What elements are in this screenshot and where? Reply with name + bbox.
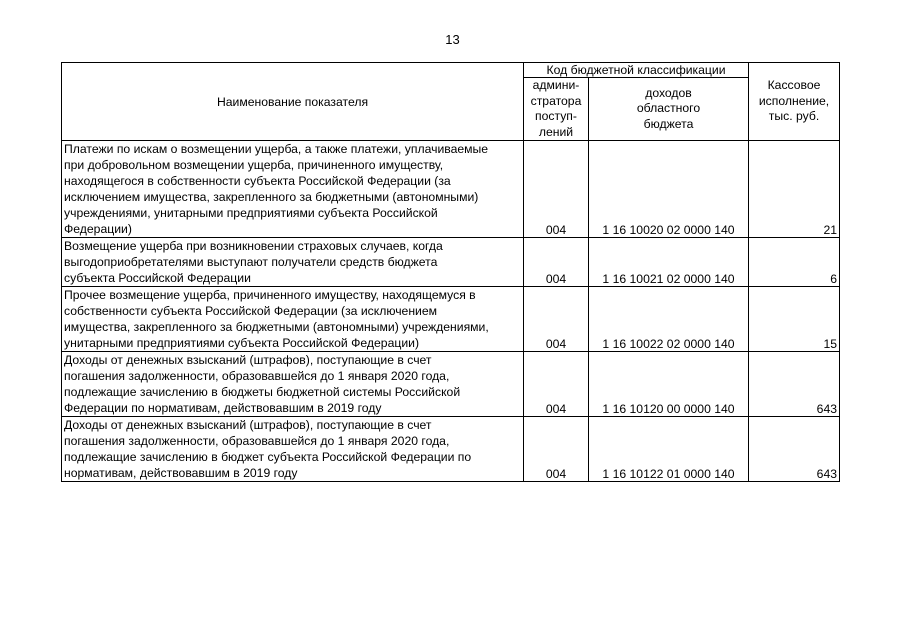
execution-amount: 643 (816, 402, 838, 416)
header-name: Наименование показателя (62, 63, 524, 141)
indicator-name (62, 287, 524, 352)
indicator-name (62, 141, 524, 238)
indicator-name (62, 238, 524, 287)
indicator-name-line: погашения задолженности, образовавшейся до 1 января 2020 года, (64, 369, 450, 383)
indicator-name-line: находящегося в собственности субъекта Российской Федерации (за (64, 174, 451, 188)
page-number: 13 (445, 32, 460, 47)
income-code: 1 16 10122 01 0000 140 (602, 467, 735, 481)
header-admin: админи- стратора поступ- лений (524, 78, 589, 141)
indicator-name-line: Доходы от денежных взысканий (штрафов), поступающие в счет (64, 418, 432, 432)
income-code: 1 16 10021 02 0000 140 (602, 272, 735, 286)
execution-amount: 21 (823, 223, 838, 237)
header-classification: Код бюджетной классификации (524, 63, 749, 78)
indicator-name-line: Доходы от денежных взысканий (штрафов), поступающие в счет (64, 353, 432, 367)
indicator-name-line: нормативам, действовавшим в 2019 году (64, 466, 298, 480)
indicator-name-line: погашения задолженности, образовавшейся до 1 января 2020 года, (64, 434, 450, 448)
indicator-name-line: учреждениями, унитарными предприятиями субъекта Российской (64, 206, 438, 220)
admin-code: 004 (545, 337, 567, 351)
table-row (62, 417, 840, 482)
indicator-name-line: имущества, закрепленного за бюджетными (автономными) учреждениями, (64, 320, 489, 334)
income-code: 1 16 10120 00 0000 140 (602, 402, 735, 416)
table-row (62, 238, 840, 287)
table-row (62, 287, 840, 352)
indicator-name (62, 352, 524, 417)
header-execution: Кассовое исполнение, тыс. руб. (749, 63, 840, 141)
indicator-name-line: субъекта Российской Федерации (64, 271, 251, 285)
header-income: доходов областного бюджета (589, 78, 749, 141)
admin-code: 004 (545, 223, 567, 237)
income-code: 1 16 10020 02 0000 140 (602, 223, 735, 237)
indicator-name-line: собственности субъекта Российской Федерации (за исключением (64, 304, 438, 318)
admin-code: 004 (545, 467, 567, 481)
indicator-name-line: Федерации) (64, 222, 132, 236)
indicator-name-line: подлежащие зачислению в бюджет субъекта Российской Федерации по (64, 450, 472, 464)
indicator-name-line: Платежи по искам о возмещении ущерба, а также платежи, уплачиваемые (64, 142, 489, 156)
indicator-name-line: подлежащие зачислению в бюджеты бюджетной системы Российской (64, 385, 461, 399)
indicator-name-line: при добровольном возмещении ущерба, причиненного имуществу, (64, 158, 444, 172)
execution-amount: 6 (830, 272, 838, 286)
indicator-name-line: унитарными предприятиями субъекта Российской Федерации) (64, 336, 420, 350)
indicator-name (62, 417, 524, 482)
admin-code: 004 (545, 272, 567, 286)
table-header (62, 63, 840, 141)
indicator-name-line: Прочее возмещение ущерба, причиненного имуществу, находящемуся в (64, 288, 476, 302)
execution-amount: 643 (816, 467, 838, 481)
indicator-name-line: исключением имущества, закрепленного за бюджетными (автономными) (64, 190, 479, 204)
table-body (62, 141, 840, 482)
table-row (62, 141, 840, 238)
execution-amount: 15 (823, 337, 838, 351)
budget-table (61, 62, 840, 482)
table-row (62, 352, 840, 417)
indicator-name-line: выгодоприобретателями выступают получатели средств бюджета (64, 255, 438, 269)
indicator-name-line: Федерации по нормативам, действовавшим в 2019 году (64, 401, 382, 415)
indicator-name-line: Возмещение ущерба при возникновении страховых случаев, когда (64, 239, 443, 253)
income-code: 1 16 10022 02 0000 140 (602, 337, 735, 351)
admin-code: 004 (545, 402, 567, 416)
